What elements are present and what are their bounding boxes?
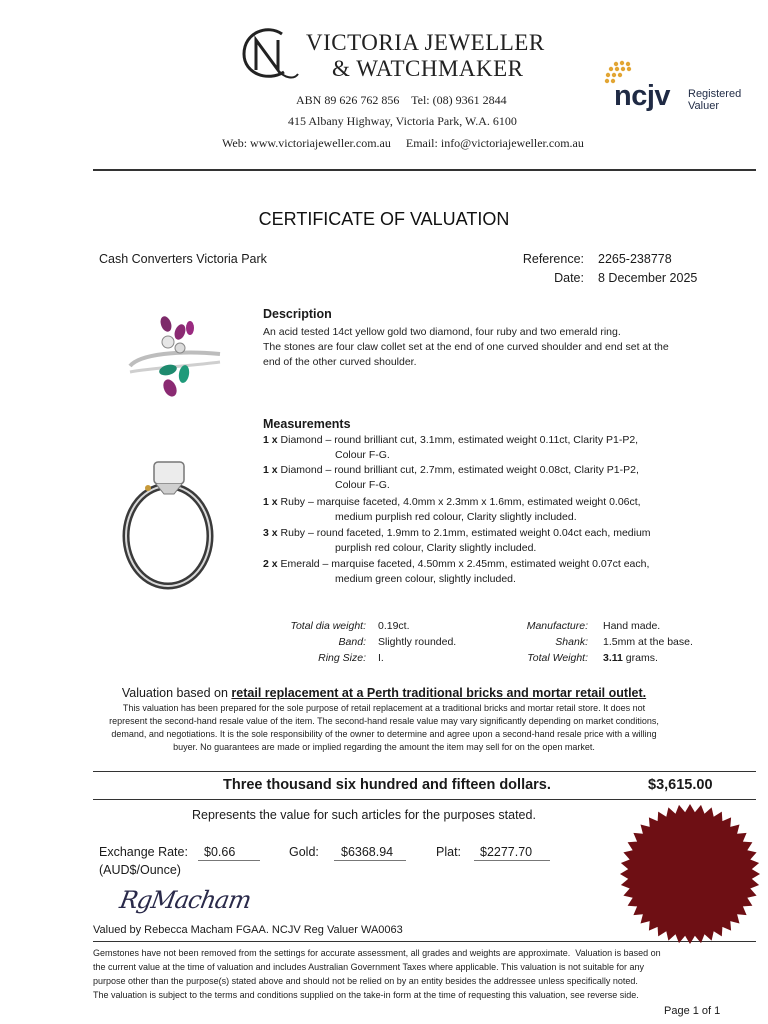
ncjv-wordmark: ncjv [614, 80, 671, 112]
manufacture-label: Manufacture: [526, 620, 588, 632]
measurement-item [263, 495, 641, 510]
footer-line-3: purpose other than the purpose(s) stated above and should not be relied on by an entity besides the addressee unless specifically noted. [93, 976, 638, 986]
ring-size-value: I. [378, 652, 384, 664]
exchange-rate-unit: (AUD$/Ounce) [99, 863, 181, 877]
ring-side-photo [112, 458, 227, 598]
total-weight-value [603, 652, 658, 664]
address: 415 Albany Highway, Victoria Park, W.A. 6100 [288, 114, 517, 128]
footer-line-4: The valuation is subject to the terms and conditions supplied on the take-in form at the time of requesting this valuation, see reverse side. [93, 990, 639, 1000]
wax-seal [618, 798, 762, 950]
total-dia-label: Total dia weight: [290, 620, 366, 632]
measurement-item [263, 526, 651, 541]
exchange-rate-value: $0.66 [204, 845, 236, 859]
plat-underline [474, 860, 550, 861]
reference-label: Reference: [522, 252, 584, 266]
valuation-basis-prefix: Valuation based on [121, 686, 232, 700]
manufacture-value: Hand made. [603, 620, 661, 632]
measurement-line-cont: Colour F-G. [335, 449, 390, 461]
ring-size-label: Ring Size: [318, 652, 366, 664]
disclaimer-line-2: represent the second-hand resale value of the item. The second-hand resale value may vary significantly depending on market conditions, [109, 716, 659, 726]
measurement-line: Ruby – round faceted, 1.9mm to 2.1mm, estimated weight 0.04ct each, medium [280, 527, 651, 539]
measurement-qty: 3 x [263, 527, 278, 539]
exchange-rate-underline [198, 860, 260, 861]
amount-value: $3,615.00 [648, 777, 713, 793]
company-name-line1: VICTORIA JEWELLER [306, 30, 545, 55]
amount-rule-top [93, 771, 756, 772]
measurement-line: Diamond – round brilliant cut, 2.7mm, estimated weight 0.08ct, Clarity P1-P2, [280, 464, 639, 476]
represents-text: Represents the value for such articles for the purposes stated. [192, 808, 536, 822]
valuation-basis-emphasis: retail replacement at a Perth traditional bricks and mortar retail outlet. [231, 686, 647, 700]
description-line-2: The stones are four claw collet set at the end of one curved shoulder and end set at the [263, 341, 669, 353]
ncjv-registered: Registered [688, 88, 742, 100]
plat-label: Plat: [436, 845, 462, 859]
disclaimer-line-3: demand, and negotiations. It is the sole responsibility of the owner to determine and agree upon a second-hand resale price with a willing [111, 729, 657, 739]
valuation-basis [0, 686, 768, 700]
shank-label: Shank: [555, 636, 588, 648]
disclaimer-line-4: buyer. No guarantees are made or implied regarding the amount the item may sell for on the open market. [173, 742, 595, 752]
ncjv-valuer: Valuer [688, 100, 719, 112]
gold-label: Gold: [289, 845, 319, 859]
footer-line-2: the current value at the time of valuation and includes Australian Government Taxes where applicable. This valuation is not suitable for any [93, 962, 644, 972]
disclaimer-line-1: This valuation has been prepared for the sole purpose of retail replacement at a traditional bricks and mortar retail store. It does not [122, 703, 646, 713]
company-monogram-logo [238, 24, 300, 84]
footer-line-1: Gemstones have not been removed from the settings for accurate assessment, all grades and weights are approximate. Valuation is based on [93, 948, 661, 958]
date-value: 8 December 2025 [598, 271, 698, 285]
valued-by: Valued by Rebecca Macham FGAA. NCJV Reg Valuer WA0063 [93, 924, 403, 936]
shank-value: 1.5mm at the base. [603, 636, 693, 648]
band-value: Slightly rounded. [378, 636, 457, 648]
measurement-qty: 1 x [263, 496, 278, 508]
gold-value: $6368.94 [341, 845, 394, 859]
measurement-item [263, 463, 639, 478]
page-number: Page 1 of 1 [664, 1005, 721, 1017]
measurement-qty: 1 x [263, 434, 278, 446]
description-line-3: end of the other curved shoulder. [263, 356, 417, 368]
header-divider [93, 169, 756, 171]
reference-value: 2265-238778 [598, 252, 672, 266]
measurement-item [263, 557, 649, 572]
measurement-qty: 1 x [263, 464, 278, 476]
description-line-1: An acid tested 14ct yellow gold two diamond, four ruby and two emerald ring. [263, 326, 621, 338]
measurement-line: Diamond – round brilliant cut, 3.1mm, estimated weight 0.11ct, Clarity P1-P2, [280, 434, 639, 446]
measurement-line-cont: medium green colour, slightly included. [335, 573, 516, 585]
client-name: Cash Converters Victoria Park [99, 252, 267, 266]
measurement-line-cont: medium purplish red colour, Clarity slightly included. [335, 511, 577, 523]
measurement-line: Emerald – marquise faceted, 4.50mm x 2.45mm, estimated weight 0.07ct each, [280, 558, 650, 570]
total-dia-value: 0.19ct. [378, 620, 410, 632]
exchange-rate-label: Exchange Rate: [99, 845, 188, 859]
certificate-title: CERTIFICATE OF VALUATION [258, 209, 510, 229]
date-label: Date: [554, 271, 584, 285]
measurement-qty: 2 x [263, 558, 278, 570]
band-label: Band: [338, 636, 366, 648]
valuer-signature: RgMacham [117, 886, 253, 914]
ring-top-photo [120, 310, 230, 410]
abn-phone: ABN 89 626 762 856 Tel: (08) 9361 2844 [296, 93, 507, 107]
plat-value: $2277.70 [480, 845, 533, 859]
total-weight-label: Total Weight: [527, 652, 588, 664]
gold-underline [334, 860, 406, 861]
measurement-line-cont: purplish red colour, Clarity slightly included. [335, 542, 537, 554]
web-email: Web: www.victoriajeweller.com.au Email: info@victoriajeweller.com.au [222, 136, 584, 150]
amount-in-words: Three thousand six hundred and fifteen dollars. [223, 777, 551, 793]
measurements-heading: Measurements [263, 417, 351, 431]
measurement-line-cont: Colour F-G. [335, 479, 390, 491]
total-weight-number: 3.11 [603, 652, 623, 664]
description-heading: Description [263, 307, 332, 321]
company-name-line2: & WATCHMAKER [332, 56, 524, 81]
measurement-item [263, 433, 638, 448]
total-weight-unit: grams. [625, 652, 658, 664]
measurement-line: Ruby – marquise faceted, 4.0mm x 2.3mm x 1.6mm, estimated weight 0.06ct, [280, 496, 641, 508]
